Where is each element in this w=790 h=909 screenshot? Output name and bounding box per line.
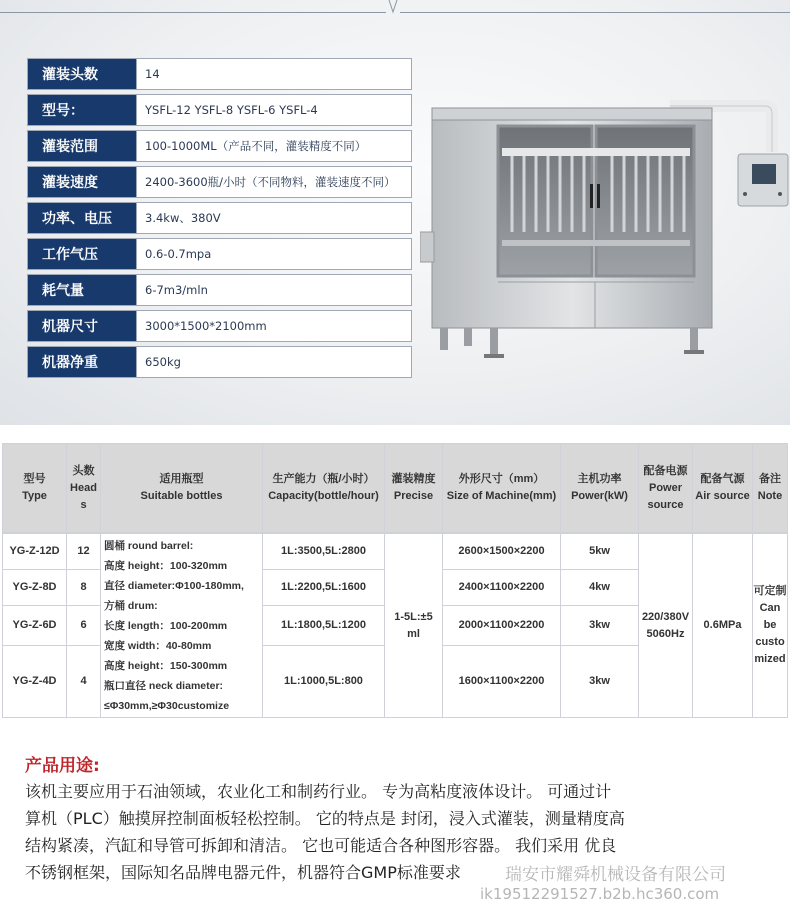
cell-heads: 4: [67, 646, 101, 718]
spec-row: [27, 274, 412, 306]
filling-machine-image: [420, 92, 790, 362]
cell-power: 3kw: [561, 646, 639, 718]
spec-label: 机器净重: [28, 347, 136, 377]
spec-label: 灌装速度: [28, 167, 136, 197]
spec-list: [27, 58, 412, 382]
spec-row: [27, 94, 412, 126]
top-divider: [0, 0, 790, 14]
spec-label: 型号：: [28, 95, 136, 125]
cell-type: YG-Z-4D: [3, 646, 67, 718]
cell-size: 2600×1500×2200: [443, 534, 561, 570]
cell-size: 2000×1100×2200: [443, 606, 561, 646]
spec-label: 耗气量: [28, 275, 136, 305]
cell-type: YG-Z-12D: [3, 534, 67, 570]
usage-line: 该机主要应用于石油领域，农业化工和制药行业。 专为高粘度液体设计。 可通过计: [25, 782, 612, 801]
cell-air-source: 0.6MPa: [693, 534, 753, 718]
cell-power: 5kw: [561, 534, 639, 570]
spec-value: 14: [136, 59, 411, 89]
header-precise: 灌装精度 Precise: [385, 444, 443, 533]
spec-value: 3000*1500*2100mm: [136, 311, 411, 341]
cell-type: YG-Z-8D: [3, 570, 67, 606]
cell-bottles: 圆桶 round barrel: 高度 height：100-320mm 直径 diameter:Φ100-180mm, 方桶 drum: 长度 length：100-200mm 宽度 width：40-80mm 高度 height：150-300mm 瓶口直径 neck diameter: ≤Φ30mm,≥Φ30customize: [101, 534, 263, 718]
header-type: 型号 Type: [3, 444, 67, 533]
cell-heads: 8: [67, 570, 101, 606]
cell-note: 可定制 Can be custo mized: [753, 534, 788, 718]
header-note: 备注 Note: [753, 444, 788, 533]
spec-value: YSFL-12 YSFL-8 YSFL-6 YSFL-4: [136, 95, 411, 125]
cell-size: 2400×1100×2200: [443, 570, 561, 606]
cell-capacity: 1L:1800,5L:1200: [263, 606, 385, 646]
usage-title: 产品用途:: [25, 756, 100, 776]
cell-capacity: 1L:2200,5L:1600: [263, 570, 385, 606]
usage-line: 不锈钢框架，国际知名品牌电器元件，机器符合GMP标准要求: [25, 863, 461, 882]
spec-label: 工作气压: [28, 239, 136, 269]
spec-row: [27, 166, 412, 198]
spec-value: 650kg: [136, 347, 411, 377]
spec-value: 100-1000ML（产品不同，灌装精度不同）: [136, 131, 411, 161]
spec-label: 机器尺寸: [28, 311, 136, 341]
cell-heads: 6: [67, 606, 101, 646]
cell-type: YG-Z-6D: [3, 606, 67, 646]
watermark-url: ik19512291527.b2b.hc360.com: [480, 885, 720, 903]
header-air-source: 配备气源 Air source: [693, 444, 753, 533]
model-table: [2, 443, 788, 718]
spec-value: 2400-3600瓶/小时（不同物料，灌装速度不同）: [136, 167, 411, 197]
spec-label: 灌装头数: [28, 59, 136, 89]
spec-banner: [0, 0, 790, 425]
spec-row: [27, 346, 412, 378]
header-power: 主机功率 Power(kW): [561, 444, 639, 533]
cell-precise: 1-5L:±5 ml: [385, 534, 443, 718]
cell-power: 3kw: [561, 606, 639, 646]
cell-power-source: 220/380V 5060Hz: [639, 534, 693, 718]
spec-value: 0.6-0.7mpa: [136, 239, 411, 269]
spec-row: [27, 58, 412, 90]
cell-size: 1600×1100×2200: [443, 646, 561, 718]
header-bottles: 适用瓶型 Suitable bottles: [101, 444, 263, 533]
header-power-source: 配备电源 Power source: [639, 444, 693, 533]
header-capacity: 生产能力（瓶/小时） Capacity(bottle/hour): [263, 444, 385, 533]
cell-capacity: 1L:3500,5L:2800: [263, 534, 385, 570]
cell-power: 4kw: [561, 570, 639, 606]
spec-label: 功率、电压: [28, 203, 136, 233]
spec-row: [27, 238, 412, 270]
spec-value: 6-7m3/mln: [136, 275, 411, 305]
spec-row: [27, 310, 412, 342]
watermark-company: 瑞安市耀舜机械设备有限公司: [505, 865, 726, 885]
cell-capacity: 1L:1000,5L:800: [263, 646, 385, 718]
cell-heads: 12: [67, 534, 101, 570]
spec-row: [27, 202, 412, 234]
spec-value: 3.4kw、380V: [136, 203, 411, 233]
usage-line: 结构紧凑，汽缸和导管可拆卸和清洁。 它也可能适合各种图形容器。 我们采用 优良: [25, 836, 617, 855]
table-row: [3, 534, 788, 570]
usage-line: 算机（PLC）触摸屏控制面板轻松控制。 它的特点是 封闭，浸入式灌装，测量精度高: [25, 809, 625, 828]
header-heads: 头数 Head s: [67, 444, 101, 533]
header-size: 外形尺寸（mm） Size of Machine(mm): [443, 444, 561, 533]
spec-label: 灌装范围: [28, 131, 136, 161]
spec-row: [27, 130, 412, 162]
table-header-row: [3, 444, 788, 533]
